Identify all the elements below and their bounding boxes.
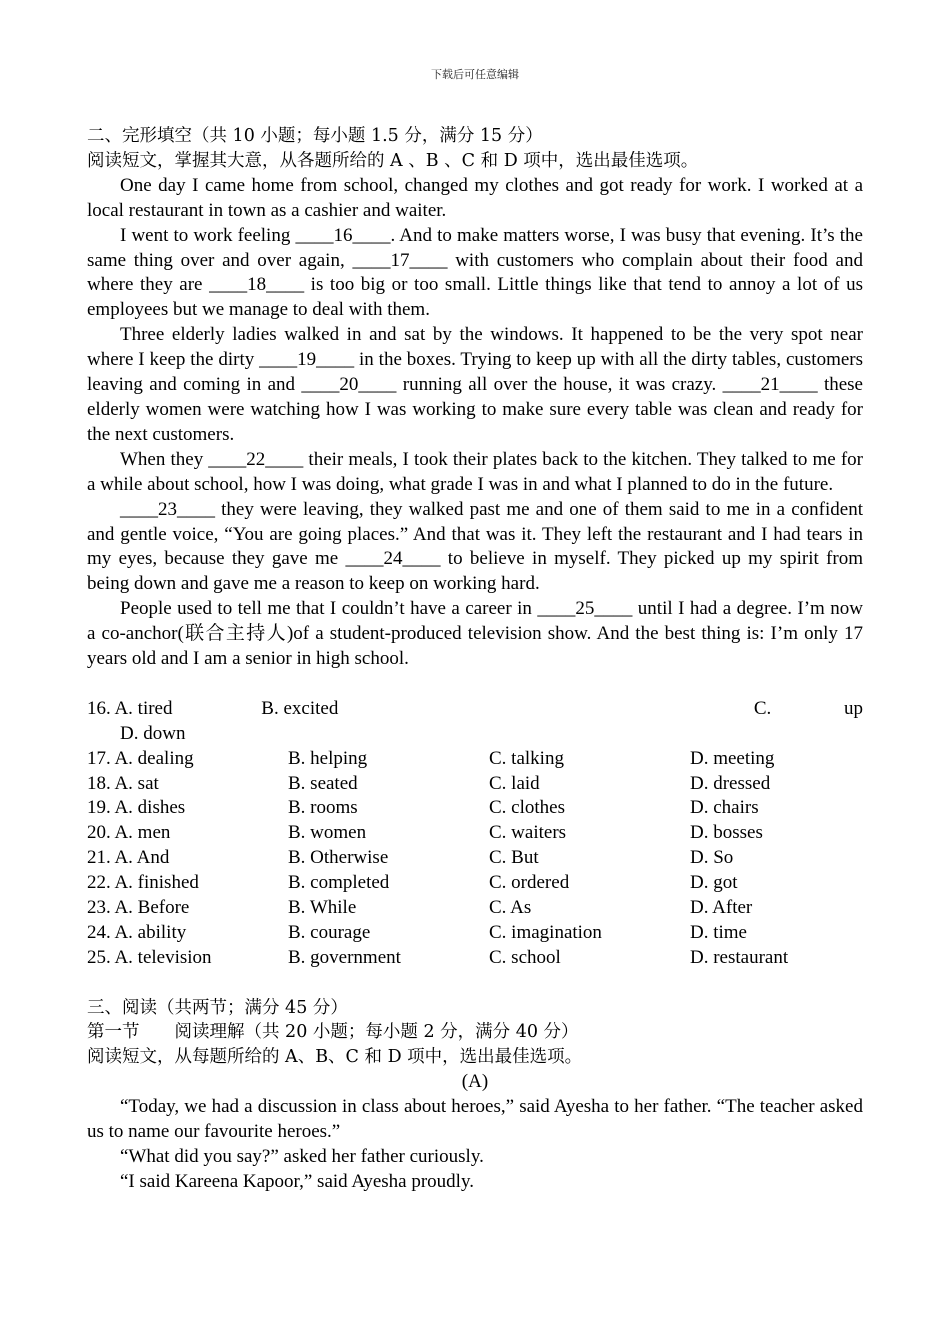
- section-2-title: 二、完形填空（共 10 小题；每小题 1.5 分，满分 15 分）: [87, 126, 543, 146]
- option-c-word: up: [844, 697, 864, 719]
- cloze-paragraph: One day I came home from school, changed my clothes and got ready for work. I worked at a local restaurant in town as a cashier and waiter.: [87, 174, 863, 221]
- section-3-part-1: 第一节 阅读理解（共 20 小题；每小题 2 分，满分 40 分）: [87, 1022, 579, 1043]
- section-3-instruction: 阅读短文，从每题所给的 A、B、C 和 D 项中，选出最佳选项。: [87, 1047, 583, 1068]
- option-row: [87, 921, 863, 946]
- option-row: [87, 846, 863, 871]
- option-c: C. waiters: [489, 822, 567, 844]
- option-row-16-cont: [87, 722, 863, 747]
- option-b: B. excited: [261, 697, 339, 719]
- spacer: [87, 971, 863, 996]
- option-d: D. down: [120, 722, 186, 744]
- option-row-16: [87, 697, 863, 722]
- option-d: D. time: [690, 921, 747, 943]
- option-c: C.: [753, 697, 772, 719]
- cloze-paragraph: People used to tell me that I couldn’t have a career in ____25____ until I had a degree. I’m now a co-anchor(联合主持人)of a student-produced television show. And the best thing is: I’m only 17 years old and I am a senior in high school.: [87, 598, 863, 670]
- option-a: 16. A. tired: [87, 697, 173, 719]
- option-a: 22. A. finished: [87, 872, 199, 894]
- option-c: C. As: [489, 896, 532, 918]
- option-a: 25. A. television: [87, 946, 212, 968]
- option-row: [87, 747, 863, 772]
- option-c: C. talking: [489, 747, 564, 769]
- option-b: B. Otherwise: [288, 847, 389, 869]
- cloze-paragraph: ____23____ they were leaving, they walked past me and one of them said to me in a confident and gentle voice, “You are going places.” And that was it. They left the restaurant and I had tears in my eyes, because they gave me ____24____ to believe in myself. They picked up my spirit from being down and gave me a reason to keep on working hard.: [87, 498, 863, 595]
- option-b: B. While: [288, 896, 357, 918]
- option-d: D. dressed: [690, 772, 771, 794]
- option-a: 24. A. ability: [87, 921, 187, 943]
- option-b: B. completed: [288, 872, 390, 894]
- option-row: [87, 772, 863, 797]
- option-c: C. But: [489, 847, 539, 869]
- option-b: B. seated: [288, 772, 358, 794]
- option-a: 21. A. And: [87, 847, 170, 869]
- option-a: 18. A. sat: [87, 772, 159, 794]
- option-a: 20. A. men: [87, 822, 171, 844]
- option-row: [87, 871, 863, 896]
- option-d: D. chairs: [690, 797, 759, 819]
- option-a: 23. A. Before: [87, 896, 190, 918]
- page-header-note: 下载后可任意编辑: [431, 68, 519, 81]
- option-b: B. women: [288, 822, 367, 844]
- option-c: C. ordered: [489, 872, 570, 894]
- reading-paragraph: “I said Kareena Kapoor,” said Ayesha proudly.: [120, 1170, 474, 1192]
- cloze-paragraph: Three elderly ladies walked in and sat by the windows. It happened to be the very spot near where I keep the dirty ____19____ in the boxes. Trying to keep up with all the dirty tables, customers leaving and coming in and ____20____ running all over the house, it was crazy. ____21____ these elderly women were watching how I was working to make sure every table was clean and ready for the next customers.: [87, 324, 863, 445]
- reading-paragraph: “Today, we had a discussion in class about heroes,” said Ayesha to her father. “The teacher asked us to name our favourite heroes.”: [87, 1096, 863, 1143]
- option-row: [87, 946, 863, 971]
- section-3-title: 三、阅读（共两节；满分 45 分）: [87, 997, 348, 1018]
- option-b: B. courage: [288, 921, 371, 943]
- document-body: [87, 124, 863, 1195]
- option-a: 17. A. dealing: [87, 747, 194, 769]
- option-b: B. helping: [288, 747, 368, 769]
- cloze-paragraph: When they ____22____ their meals, I took their plates back to the kitchen. They talked to me for a while about school, how I was doing, what grade I was in and what I planned to do in the future.: [87, 448, 863, 495]
- option-row: [87, 896, 863, 921]
- option-c: C. school: [489, 946, 561, 968]
- option-d: D. bosses: [690, 822, 763, 844]
- passage-label: (A): [461, 1071, 489, 1093]
- option-d: D. restaurant: [690, 946, 789, 968]
- reading-paragraph: “What did you say?” asked her father curiously.: [120, 1145, 484, 1167]
- option-c: C. laid: [489, 772, 540, 794]
- option-d: D. So: [690, 847, 734, 869]
- section-2-instruction: 阅读短文，掌握其大意，从各题所给的 A 、B 、C 和 D 项中，选出最佳选项。: [87, 150, 699, 171]
- option-d: D. meeting: [690, 747, 775, 769]
- options-table: [87, 747, 863, 971]
- option-b: B. government: [288, 946, 401, 968]
- spacer: [87, 672, 863, 697]
- option-b: B. rooms: [288, 797, 358, 819]
- option-d: D. After: [690, 896, 753, 918]
- option-d: D. got: [690, 872, 738, 894]
- option-row: [87, 796, 863, 821]
- option-c: C. imagination: [489, 921, 602, 943]
- option-a: 19. A. dishes: [87, 797, 186, 819]
- option-row: [87, 821, 863, 846]
- option-c: C. clothes: [489, 797, 565, 819]
- cloze-paragraph: I went to work feeling ____16____. And to make matters worse, I was busy that evening. It’s the same thing over and over again, ____17____ with customers who complain about their food and where they are ____18____ is too big or too small. Little things like that tend to annoy a lot of us employees but we manage to deal with them.: [87, 224, 863, 321]
